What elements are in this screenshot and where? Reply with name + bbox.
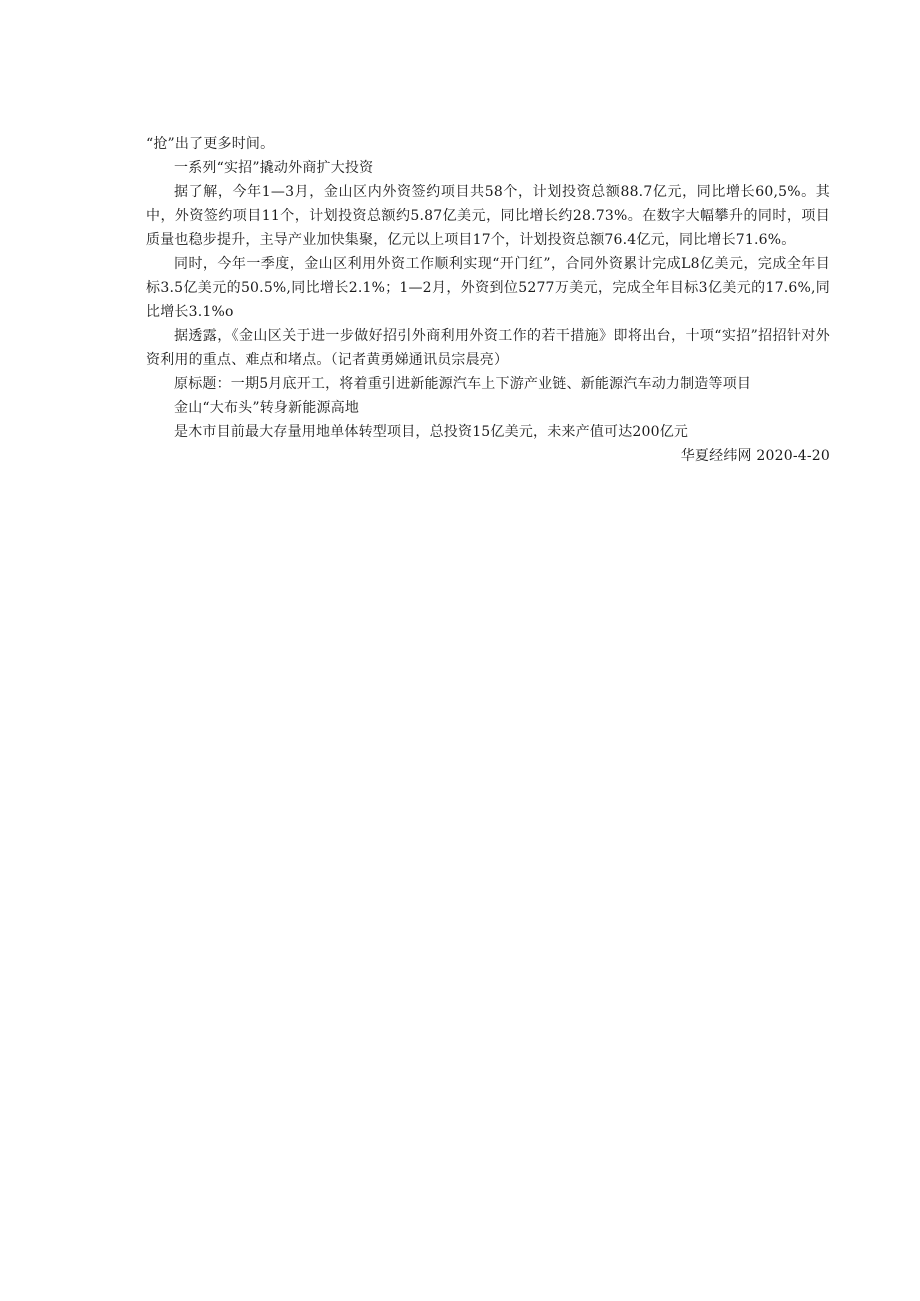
paragraph-q1-results: 同时，今年一季度，金山区利用外资工作顺利实现“开门红”，合同外资累计完成L8亿美元，完成全年目标3.5亿美元的50.5%,同比增长2.1%；1—2月，外资到位5277万美元，完成全年目标3亿美元的17.6%,同比增长3.1%o [146,256,830,320]
paragraph-continuation: “抢”出了更多时间。 [146,136,275,152]
section-heading: 一系列“实招”撬动外商扩大投资 [174,160,374,176]
summary-line: 是木市目前最大存量用地单体转型项目，总投资15亿美元，未来产值可达200亿元 [174,424,689,440]
paragraph-investment-stats: 据了解，今年1—3月，金山区内外资签约项目共58个，计划投资总额88.7亿元，同比增长60,5%。其中，外资签约项目11个，计划投资总额约5.87亿美元，同比增长约28.73%。在数字大幅攀升的同时，项目质量也稳步提升，主导产业加快集聚，亿元以上项目17个，计划投资总额76.4亿元，同比增长71.6%。 [146,184,830,248]
headline-line: 金山“大布头”转身新能源高地 [174,400,360,416]
article-body [146,132,830,468]
paragraph-measures: 据透露，《金山区关于进一步做好招引外商利用外资工作的若干措施》即将出台，十项“实招”招招针对外资利用的重点、难点和堵点。（记者黄勇娣通讯员宗晨亮） [146,328,830,368]
original-title-line: 原标题：一期5月底开工，将着重引进新能源汽车上下游产业链、新能源汽车动力制造等项目 [174,376,752,392]
source-attribution: 华夏经纬网 2020-4-20 [680,448,830,464]
